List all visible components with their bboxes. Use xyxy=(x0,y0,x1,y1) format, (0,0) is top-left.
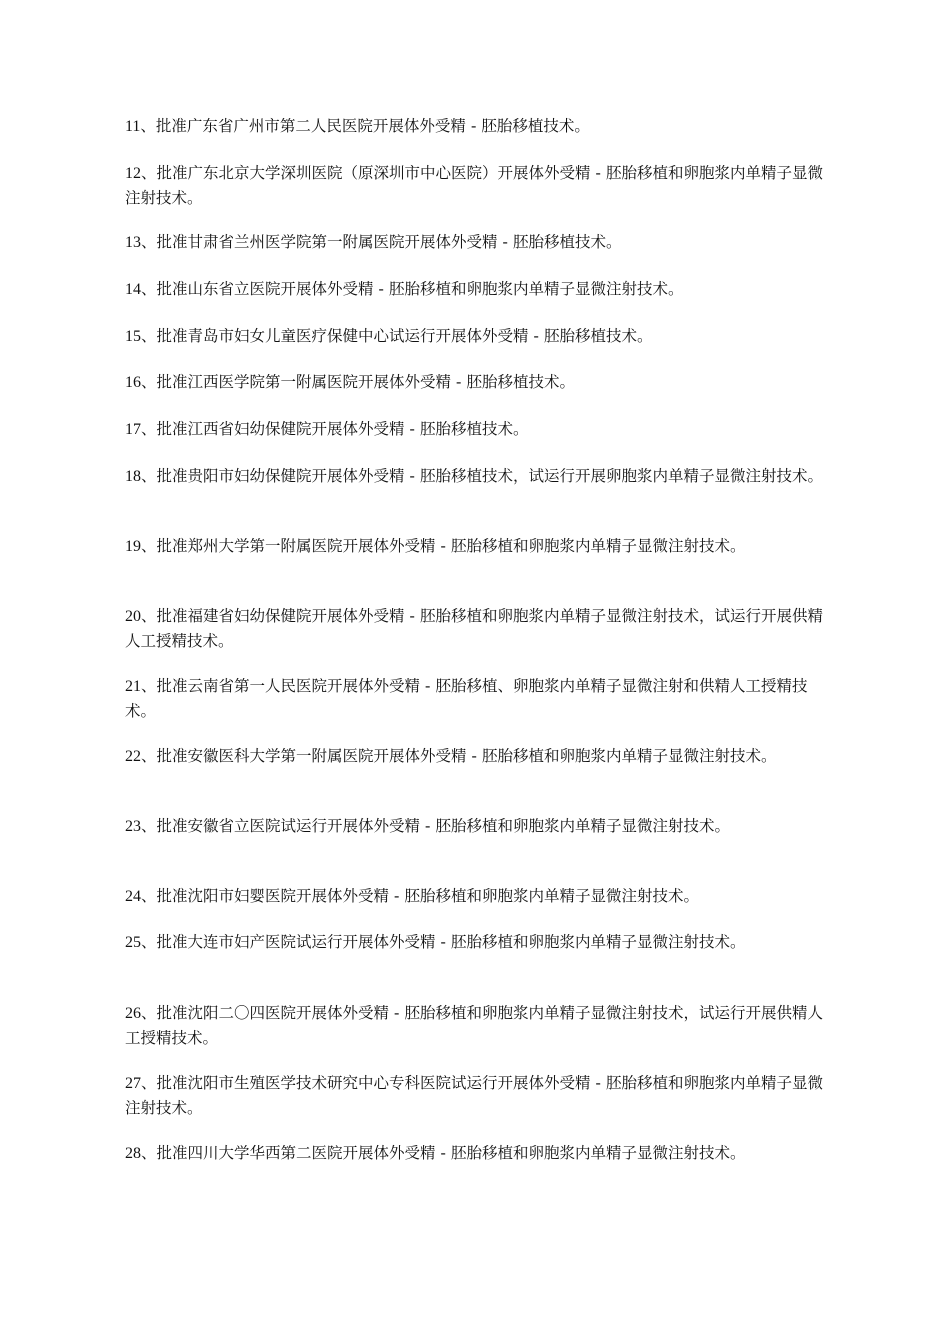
item-number: 28 xyxy=(125,1145,141,1162)
list-item xyxy=(125,464,837,489)
list-item xyxy=(125,604,837,653)
item-text: 、批准江西省妇幼保健院开展体外受精 - 胚胎移植技术。 xyxy=(141,420,529,438)
list-item xyxy=(125,277,837,302)
item-number: 15 xyxy=(125,328,141,345)
item-number: 21 xyxy=(125,678,141,695)
item-text: 、批准郑州大学第一附属医院开展体外受精 - 胚胎移植和卵胞浆内单精子显微注射技术。 xyxy=(141,537,746,555)
item-number: 25 xyxy=(125,934,141,951)
item-number: 19 xyxy=(125,538,141,555)
list-item xyxy=(125,114,837,139)
item-number: 27 xyxy=(125,1075,141,1092)
item-number: 23 xyxy=(125,818,141,835)
item-number: 17 xyxy=(125,421,141,438)
list-item xyxy=(125,930,837,955)
list-item xyxy=(125,814,837,839)
item-number: 18 xyxy=(125,468,141,485)
item-number: 24 xyxy=(125,888,141,905)
item-text: 、批准江西医学院第一附属医院开展体外受精 - 胚胎移植技术。 xyxy=(141,373,575,391)
list-item xyxy=(125,1001,837,1050)
list-item xyxy=(125,1141,837,1166)
list-item xyxy=(125,744,837,769)
item-text: 、批准沈阳二〇四医院开展体外受精 - 胚胎移植和卵胞浆内单精子显微注射技术，试运行开展供精人工授精技术。 xyxy=(125,1004,823,1047)
item-number: 14 xyxy=(125,281,141,298)
list-item xyxy=(125,1071,837,1120)
item-number: 12 xyxy=(125,165,141,182)
item-text: 、批准福建省妇幼保健院开展体外受精 - 胚胎移植和卵胞浆内单精子显微注射技术，试运行开展供精人工授精技术。 xyxy=(125,607,823,650)
item-number: 20 xyxy=(125,608,141,625)
item-text: 、批准青岛市妇女儿童医疗保健中心试运行开展体外受精 - 胚胎移植技术。 xyxy=(141,327,653,345)
item-number: 11 xyxy=(125,118,141,135)
list-item xyxy=(125,324,837,349)
item-text: 、批准沈阳市妇婴医院开展体外受精 - 胚胎移植和卵胞浆内单精子显微注射技术。 xyxy=(141,887,699,905)
item-number: 13 xyxy=(125,234,141,251)
item-number: 26 xyxy=(125,1005,141,1022)
item-text: 、批准甘肃省兰州医学院第一附属医院开展体外受精 - 胚胎移植技术。 xyxy=(141,233,622,251)
item-text: 、批准广东北京大学深圳医院（原深圳市中心医院）开展体外受精 - 胚胎移植和卵胞浆内单精子显微注射技术。 xyxy=(125,164,823,207)
item-text: 、批准四川大学华西第二医院开展体外受精 - 胚胎移植和卵胞浆内单精子显微注射技术。 xyxy=(141,1144,746,1162)
item-text: 、批准山东省立医院开展体外受精 - 胚胎移植和卵胞浆内单精子显微注射技术。 xyxy=(141,280,684,298)
item-text: 、批准沈阳市生殖医学技术研究中心专科医院试运行开展体外受精 - 胚胎移植和卵胞浆内单精子显微注射技术。 xyxy=(125,1074,823,1117)
item-text: 、批准贵阳市妇幼保健院开展体外受精 - 胚胎移植技术，试运行开展卵胞浆内单精子显微注射技术。 xyxy=(141,467,823,485)
item-text: 、批准大连市妇产医院试运行开展体外受精 - 胚胎移植和卵胞浆内单精子显微注射技术。 xyxy=(141,933,746,951)
item-text: 、批准广东省广州市第二人民医院开展体外受精 - 胚胎移植技术。 xyxy=(140,117,590,135)
list-item xyxy=(125,370,837,395)
item-text: 、批准云南省第一人民医院开展体外受精 - 胚胎移植、卵胞浆内单精子显微注射和供精人工授精技术。 xyxy=(125,677,808,720)
list-item xyxy=(125,884,837,909)
list-item xyxy=(125,534,837,559)
item-number: 16 xyxy=(125,374,141,391)
list-item xyxy=(125,674,837,723)
list-item xyxy=(125,161,837,210)
item-text: 、批准安徽省立医院试运行开展体外受精 - 胚胎移植和卵胞浆内单精子显微注射技术。 xyxy=(141,817,730,835)
item-text: 、批准安徽医科大学第一附属医院开展体外受精 - 胚胎移植和卵胞浆内单精子显微注射技术。 xyxy=(141,747,777,765)
item-number: 22 xyxy=(125,748,141,765)
list-item xyxy=(125,417,837,442)
list-item xyxy=(125,230,837,255)
